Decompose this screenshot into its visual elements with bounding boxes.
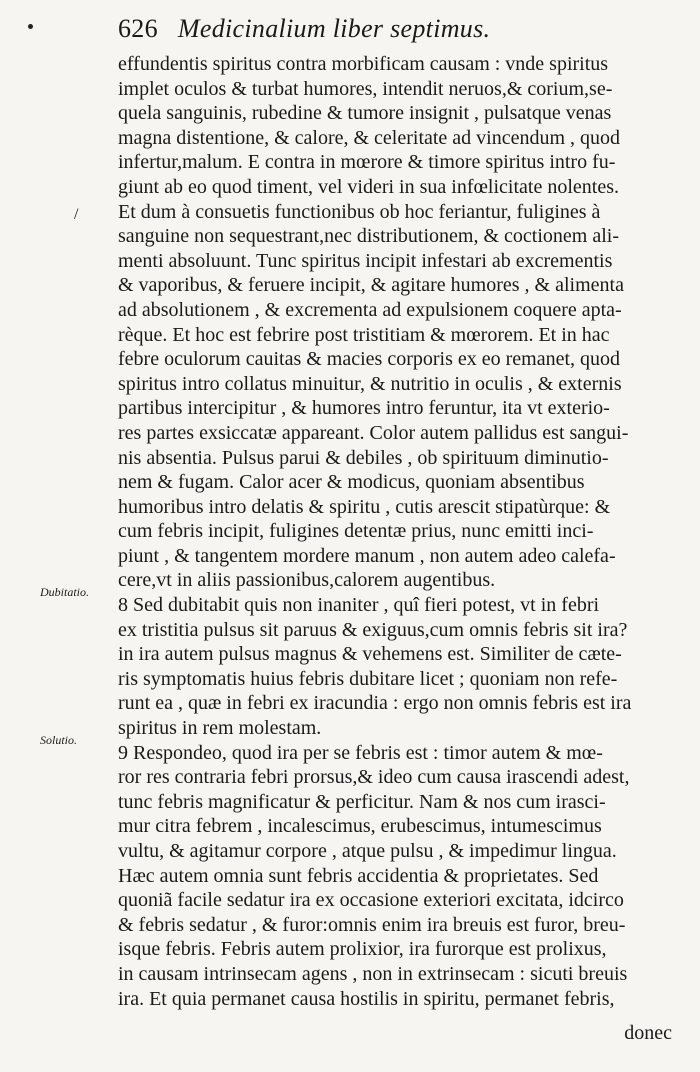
text-line: ror res contraria febri prorsus,& ideo cum causa irascendi adest, — [118, 766, 630, 789]
text-line: 8 Sed dubitabit quis non inaniter , quî fieri potest, vt in febri — [118, 594, 600, 617]
text-line: sanguine non sequestrant,nec distributionem, & coctionem ali- — [118, 225, 619, 248]
text-line: infertur,malum. E contra in mœrore & timore spiritus intro fu- — [118, 151, 616, 174]
text-line: Hæc autem omnia sunt febris accidentia & proprietates. Sed — [118, 864, 599, 887]
page-number: 626 — [118, 14, 158, 43]
text-line: partibus intercipitur , & humores intro feruntur, ita vt exterio- — [118, 397, 610, 420]
text-line: quela sanguinis, rubedine & tumore insignit , pulsatque venas — [118, 102, 612, 125]
text-line: isque febris. Febris autem prolixior, ira furorque est prolixus, — [118, 938, 607, 961]
catchword: donec — [624, 1022, 672, 1044]
text-line: spiritus in rem molestam. — [118, 717, 322, 740]
text-line: febre oculorum cauitas & macies corporis ex eo remanet, quod — [118, 348, 621, 371]
body-text — [118, 52, 678, 1011]
margin-note-dubitatio: Dubitatio. — [40, 585, 90, 599]
text-line: ad absolutionem , & excrementa ad expulsionem coquere apta- — [118, 298, 622, 321]
text-line: rèque. Et hoc est febrire post tristitiam & mœrorem. Et in hac — [118, 323, 610, 346]
text-line: menti absoluunt. Tunc spiritus incipit infestari ab excrementis — [118, 249, 613, 272]
margin-tick-mark: / — [74, 206, 79, 223]
running-title: Medicinalium liber septimus. — [177, 14, 491, 43]
text-line: tunc febris magnificatur & perficitur. Nam & nos cum irasci- — [118, 790, 606, 813]
text-line: quoniã facile sedatur ira ex occasione exteriori excitata, idcirco — [118, 889, 624, 912]
text-line: mur citra febrem , incalescimus, erubescimus, intumescimus — [118, 815, 602, 838]
text-line: Et dum à consuetis functionibus ob hoc feriantur, fuligines à — [118, 200, 601, 223]
text-line: in ira autem pulsus magnus & vehemens est. Similiter de cæte- — [118, 643, 622, 666]
text-line: vultu, & agitamur corpore , atque pulsu , & impedimur lingua. — [118, 840, 617, 862]
text-line: & febris sedatur , & furor:omnis enim ira breuis est furor, breu- — [118, 913, 626, 936]
text-line: res partes exsiccatæ appareant. Color autem pallidus est sangui- — [118, 421, 629, 444]
text-line: cere,vt in aliis passionibus,calorem augentibus. — [118, 569, 496, 592]
margin-note-solutio: Solutio. — [40, 733, 78, 747]
text-line: nis absentia. Pulsus parui & debiles , ob spirituum diminutio- — [118, 446, 609, 469]
running-header — [118, 14, 490, 44]
text-line: giunt ab eo quod timent, vel videri in sua infœlicitate nolentes. — [118, 175, 619, 198]
text-line: magna distentione, & calore, & celeritate ad vincendum , quod — [118, 126, 621, 149]
text-line: ira. Et quia permanet causa hostilis in spiritu, permanet febris, — [118, 987, 615, 1010]
text-line: implet oculos & turbat humores, intendit neruos,& corium,se- — [118, 77, 613, 100]
ink-dot — [28, 24, 33, 29]
text-line: piunt , & tangentem mordere manum , non autem adeo calefa- — [118, 544, 616, 567]
text-line: cum febris incipit, fuligines detentæ prius, nunc emitti inci- — [118, 520, 594, 543]
text-line: 9 Respondeo, quod ira per se febris est : timor autem & mœ- — [118, 741, 603, 764]
text-line: in causam intrinsecam agens , non in extrinsecam : sicuti breuis — [118, 962, 628, 985]
text-line: ris symptomatis huius febris dubitare licet ; quoniam non refe- — [118, 667, 618, 690]
text-line: spiritus intro collatus minuitur, & nutritio in oculis , & externis — [118, 372, 622, 395]
text-line: effundentis spiritus contra morbificam causam : vnde spiritus — [118, 53, 609, 75]
text-line: runt ea , quæ in febri ex iracundia : ergo non omnis febris est ira — [118, 692, 632, 715]
text-line: nem & fugam. Calor acer & modicus, quoniam absentibus — [118, 471, 585, 494]
text-line: & vaporibus, & feruere incipit, & agitare humores , & alimenta — [118, 274, 624, 297]
text-line: humoribus intro delatis & spiritu , cutis arescit stipatùrque: & — [118, 495, 611, 518]
text-line: ex tristitia pulsus sit paruus & exiguus,cum omnis febris sit ira? — [118, 618, 628, 641]
